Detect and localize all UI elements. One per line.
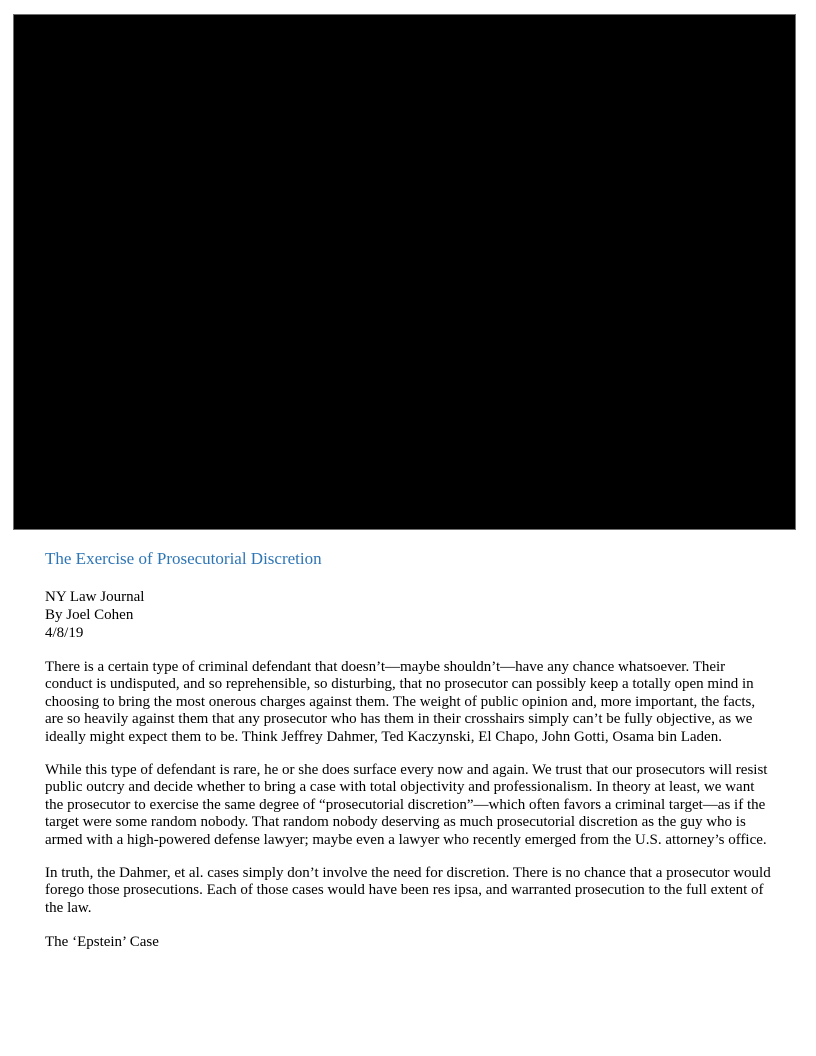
- header-image-placeholder: [13, 14, 796, 530]
- byline: By Joel Cohen: [45, 607, 134, 623]
- paragraph: There is a certain type of criminal defendant that doesn’t—maybe shouldn’t—have any chance whatsoever. Their conduct is undisputed, and so reprehensible, so disturbing, that no prosecutor can possibly keep a totally open mind in choosing to bring the most onerous charges against them. The weight of public opinion and, more important, the facts, are so heavily against them that any prosecutor who has them in their crosshairs simply can’t be fully objective, as we ideally might expect them to be. Think Jeffrey Dahmer, Ted Kaczynski, El Chapo, John Gotti, Osama bin Laden.: [45, 659, 756, 745]
- publication-name: NY Law Journal: [45, 589, 145, 605]
- paragraph: While this type of defendant is rare, he or she does surface every now and again. We trust that our prosecutors will resist public outcry and decide whether to bring a case with total objectivity and professionalism. In theory at least, we want the prosecutor to exercise the same degree of “prosecutorial discretion”—which often favors a criminal target—as if the target were some random nobody. That random nobody deserving as much prosecutorial discretion as the guy who is armed with a high-powered defense lawyer; maybe even a lawyer who recently emerged from the U.S. attorney’s office.: [45, 762, 768, 848]
- publish-date: 4/8/19: [45, 625, 84, 641]
- article-title: The Exercise of Prosecutorial Discretion: [45, 549, 322, 568]
- paragraph: In truth, the Dahmer, et al. cases simply don’t involve the need for discretion. There is no chance that a prosecutor would forego those prosecutions. Each of those cases would have been res ipsa, and warranted prosecution to the full extent of the law.: [45, 865, 771, 916]
- article-body: [45, 549, 775, 951]
- section-heading: The ‘Epstein’ Case: [45, 934, 159, 951]
- article-meta: [45, 588, 775, 642]
